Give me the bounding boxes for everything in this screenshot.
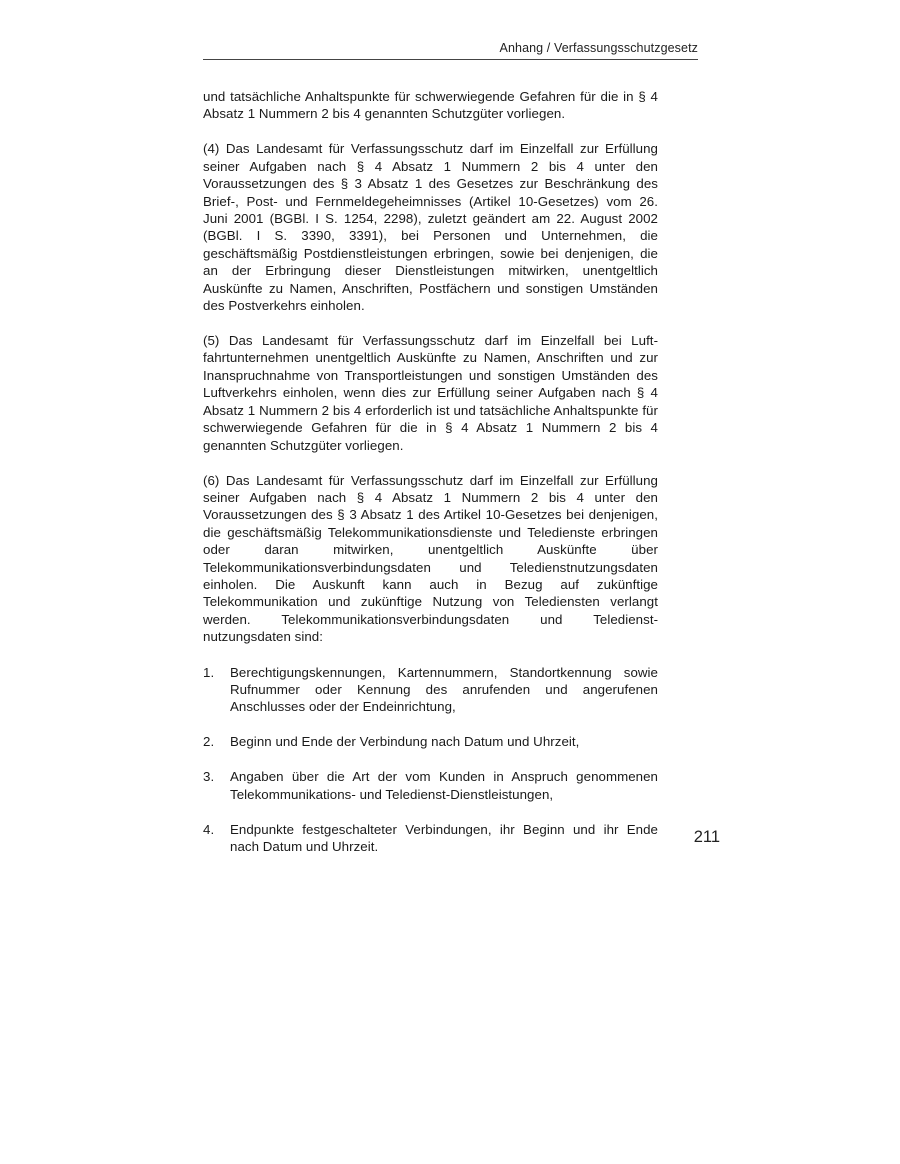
list-item-text: Angaben über die Art der vom Kunden in Anspruch genommenen Telekommunikations- und Teledienst-Dienstleistungen, <box>230 769 658 802</box>
list-item <box>203 664 658 716</box>
enumerated-list <box>203 664 658 856</box>
list-item <box>203 821 658 856</box>
paragraph-absatz-5: (5) Das Landesamt für Verfassungsschutz darf im Einzelfall bei Luftfahrtunternehmen unentgeltlich Auskünfte zu Namen, Anschriften und zur Inanspruchnahme von Transportleistungen und sonstigen Umständen des Luftverkehrs einholen, wenn dies zur Erfüllung seiner Aufgaben nach § 4 Absatz 1 Nummern 2 bis 4 erforderlich ist und tatsächliche Anhaltspunkte für schwerwiegende Gefahren für die in § 4 Absatz 1 Nummern 2 bis 4 genannten Schutzgüter vorliegen. <box>203 333 658 453</box>
paragraph-absatz-6: (6) Das Landesamt für Verfassungsschutz darf im Einzelfall zur Erfüllung seiner Aufgaben nach § 4 Absatz 1 Nummern 2 bis 4 unter den Voraussetzungen des § 3 Absatz 1 des Artikel 10-Gesetzes bei denjenigen, die geschäftsmäßig Telekommunikationsdienste und Teledienste erbringen oder daran mitwirken, unentgeltlich Auskünfte über Telekommunikationsverbindungsdaten und Teledienstnutzungsdaten einholen. Die Auskunft kann auch in Bezug auf zukünftige Telekommunikation und zukünftige Nutzung von Telediensten verlangt werden. Telekommunikationsverbindungsdaten und Teledienstnutzungsdaten sind: <box>203 472 658 645</box>
paragraph-continuation: und tatsächliche Anhaltspunkte für schwerwiegende Gefahren für die in § 4 Absatz 1 Nummern 2 bis 4 genannten Schutzgüter vorliegen. <box>203 89 658 122</box>
page-number: 211 <box>693 828 720 846</box>
paragraph-absatz-4: (4) Das Landesamt für Verfassungsschutz darf im Einzelfall zur Erfüllung seiner Aufgaben nach § 4 Absatz 1 Nummern 2 bis 4 unter den Voraussetzungen des § 3 Absatz 1 des Gesetzes zur Beschränkung des Brief-, Post- und Fernmeldegeheimnisses (Artikel 10-Gesetzes) vom 26. Juni 2001 (BGBl. I S. 1254, 2298), zuletzt geändert am 22. August 2002 (BGBl. I S. 3390, 3391), bei Personen und Unternehmen, die geschäftsmäßig Postdienstleistungen erbringen, sowie bei denjenigen, die an der Erbringung dieser Dienstleistungen mitwirken, unentgeltlich Auskünfte zu Namen, Anschriften, Postfächern und sonstigen Umständen des Postverkehrs einholen. <box>203 141 658 314</box>
list-item <box>203 768 658 803</box>
list-item-number: 4. <box>203 821 215 837</box>
running-header: Anhang / Verfassungsschutzgesetz <box>499 41 698 55</box>
list-item-text: Beginn und Ende der Verbindung nach Datum und Uhrzeit, <box>230 734 580 750</box>
list-item-number: 2. <box>203 734 215 750</box>
header-rule <box>203 59 698 60</box>
list-item <box>203 733 658 750</box>
list-item-number: 3. <box>203 769 215 785</box>
list-item-text: Endpunkte festgeschalteter Verbindungen, ihr Beginn und ihr Ende nach Datum und Uhrzeit. <box>230 821 658 855</box>
list-item-text: Berechtigungskennungen, Kartennummern, Standortkennung sowie Rufnummer oder Kennung des anrufenden und angerufenen Anschlusses oder der Endeinrichtung, <box>230 664 658 715</box>
list-item-number: 1. <box>203 664 215 680</box>
document-body <box>203 88 658 873</box>
